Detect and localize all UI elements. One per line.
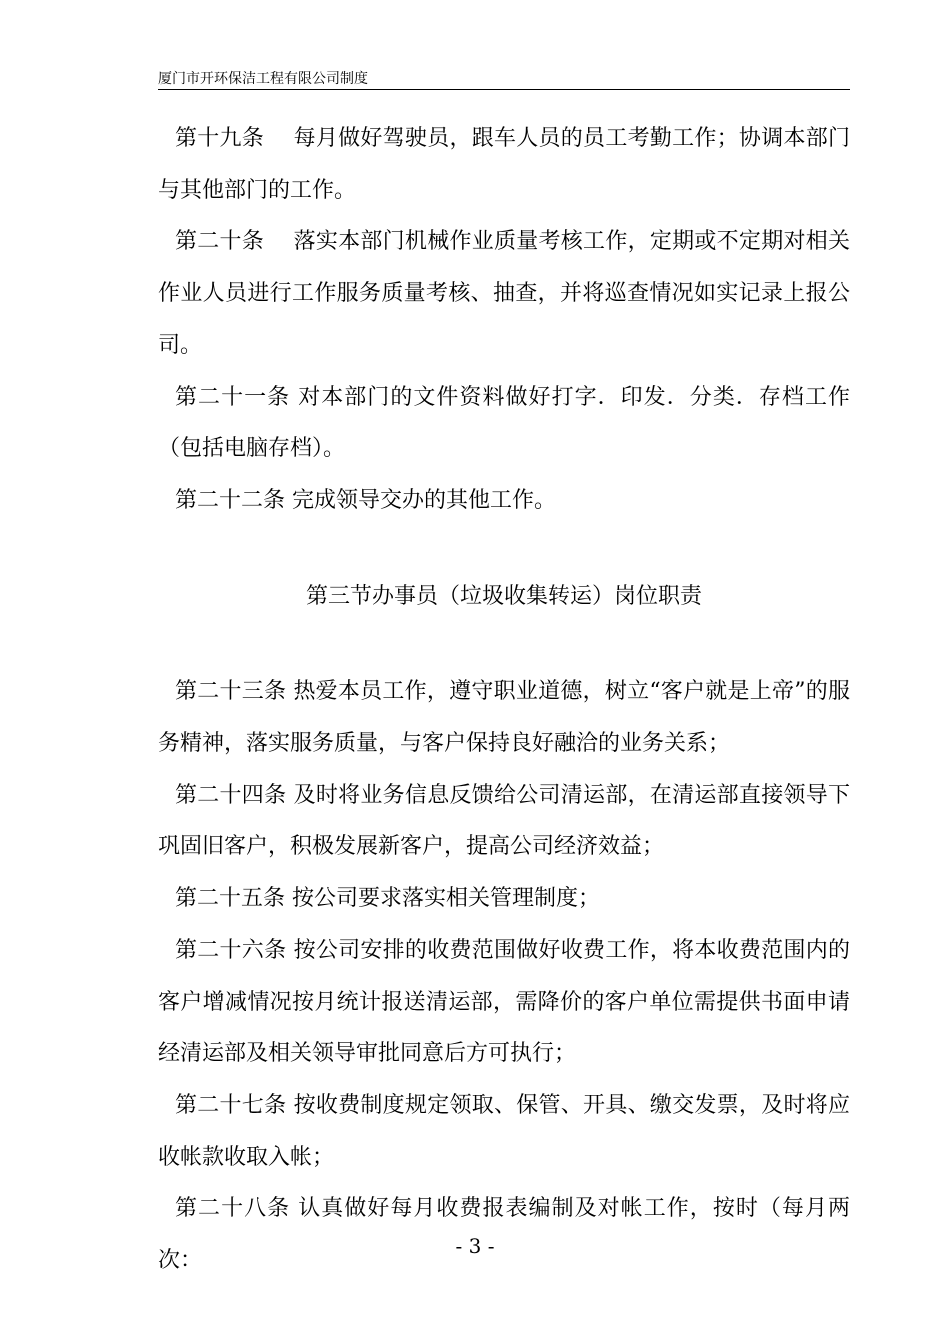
article-22: 第二十二条 完成领导交办的其他工作。 [175, 487, 556, 513]
article-19: 第十九条 每月做好驾驶员，跟车人员的员工考勤工作；协调本部门与其他部门的工作。 [158, 126, 850, 203]
page-number: - 3 - [455, 1234, 495, 1258]
article-26: 第二十六条 按公司安排的收费范围做好收费工作，将本收费范围内的客户增减情况按月统计报送清运部，需降价的客户单位需提供书面申请经清运部及相关领导审批同意后方可执行； [158, 937, 850, 1067]
article-25: 第二十五条 按公司要求落实相关管理制度； [175, 886, 600, 912]
page-header: 厦门市开环保洁工程有限公司制度 [158, 71, 368, 87]
article-23: 第二十三条 热爱本员工作，遵守职业道德，树立“客户就是上帝”的服务精神，落实服务质量，与客户保持良好融洽的业务关系； [158, 679, 850, 757]
article-24: 第二十四条 及时将业务信息反馈给公司清运部，在清运部直接领导下巩固旧客户，积极发展新客户，提高公司经济效益； [158, 782, 850, 860]
article-27: 第二十七条 按收费制度规定领取、保管、开具、缴交发票，及时将应收帐款收取入帐； [158, 1092, 850, 1170]
article-21: 第二十一条 对本部门的文件资料做好打字．印发．分类．存档工作（包括电脑存档）。 [158, 384, 850, 462]
document-body [158, 113, 850, 1287]
article-28: 第二十八条 认真做好每月收费报表编制及对帐工作，按时（每月两次： [158, 1196, 850, 1274]
header-rule [158, 89, 850, 90]
section-title: 第三节办事员（垃圾收集转运）岗位职责 [305, 583, 702, 609]
article-20: 第二十条 落实本部门机械作业质量考核工作，定期或不定期对相关作业人员进行工作服务质量考核、抽查，并将巡查情况如实记录上报公司。 [158, 229, 850, 358]
